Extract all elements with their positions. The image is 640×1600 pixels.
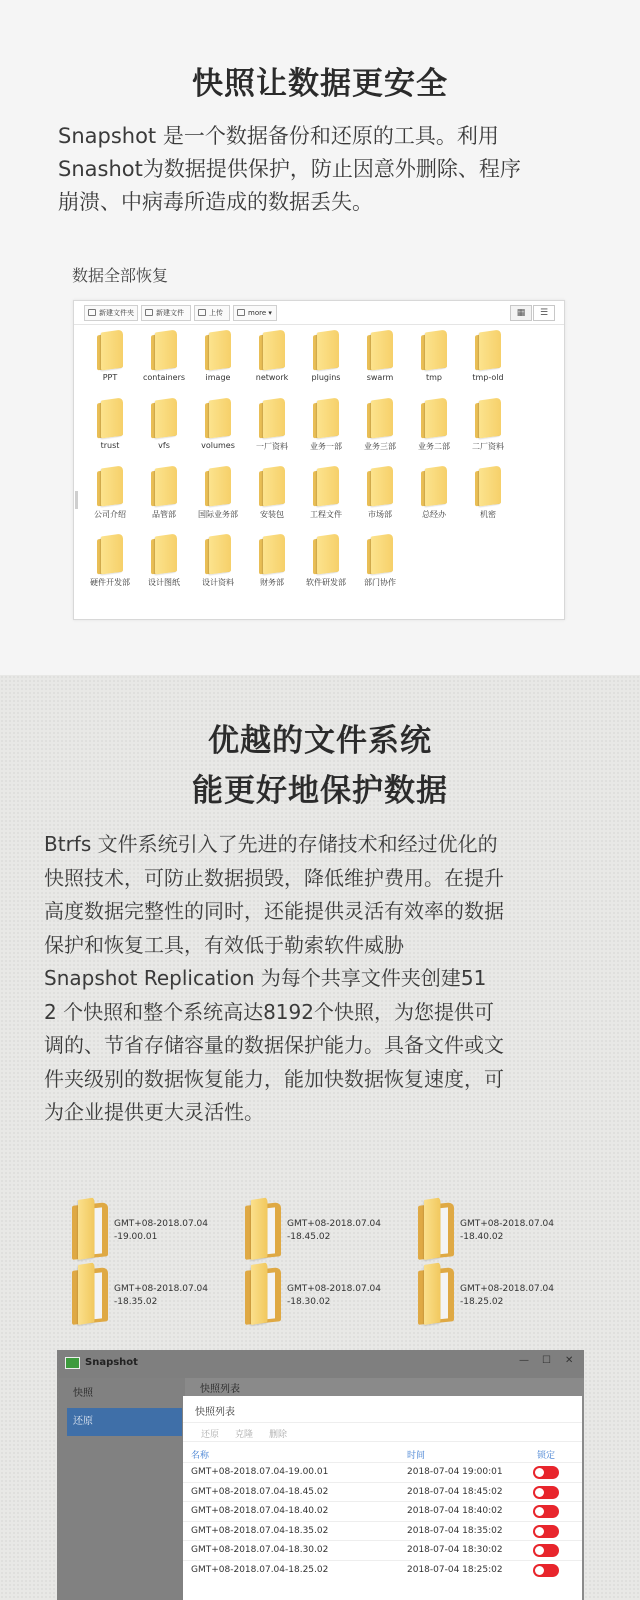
folder-label: volumes <box>201 441 235 450</box>
intro-section <box>0 0 640 675</box>
folder-icon <box>205 535 231 573</box>
folder-item[interactable] <box>136 467 192 520</box>
folder-label: PPT <box>102 373 118 382</box>
maximize-icon[interactable]: ☐ <box>542 1355 551 1366</box>
snapshot-folder-item[interactable] <box>245 1200 415 1262</box>
restore-button[interactable]: 还原 <box>201 1430 220 1440</box>
folder-label: 业务三部 <box>364 442 396 451</box>
lock-toggle[interactable] <box>533 1525 559 1538</box>
folder-icon <box>259 331 285 369</box>
folder-item[interactable] <box>190 467 246 520</box>
para-line: Snapshot 是一个数据备份和还原的工具。利用 <box>58 124 499 148</box>
folder-icon <box>151 467 177 505</box>
folder-item[interactable] <box>298 467 354 520</box>
snapshot-time: 2018-07-04 18:40:02 <box>407 1506 503 1516</box>
file-explorer <box>73 300 565 620</box>
snapshot-label: GMT+08-2018.07.04 -18.30.02 <box>287 1284 382 1307</box>
app-logo-icon <box>65 1357 80 1369</box>
app-title: Snapshot <box>85 1357 138 1368</box>
folder-icon <box>313 467 339 505</box>
para-line: Snapshot Replication 为每个共享文件夹创建51 <box>44 966 487 990</box>
folder-item[interactable] <box>406 399 462 452</box>
folder-item[interactable] <box>244 331 300 382</box>
snapshot-list-panel <box>183 1396 582 1600</box>
folder-item[interactable] <box>244 535 300 588</box>
folder-icon <box>88 309 96 316</box>
snapshot-name: GMT+08-2018.07.04-18.25.02 <box>191 1564 329 1575</box>
table-row[interactable] <box>183 1462 582 1481</box>
folder-icon <box>97 535 123 573</box>
snapshot-name: GMT+08-2018.07.04-18.40.02 <box>191 1506 329 1516</box>
clone-button[interactable]: 克隆 <box>235 1430 254 1440</box>
snapshot-name: GMT+08-2018.07.04-19.00.01 <box>191 1467 329 1477</box>
folder-icon <box>421 467 447 505</box>
section-title: 快照让数据更安全 <box>192 66 448 102</box>
folder-icon <box>259 467 285 505</box>
snapshot-name: GMT+08-2018.07.04-18.30.02 <box>191 1545 329 1555</box>
lock-toggle[interactable] <box>533 1486 559 1499</box>
folder-item[interactable] <box>352 535 408 588</box>
folder-icon <box>97 467 123 505</box>
folder-icon <box>313 331 339 369</box>
panel-title: 快照列表 <box>195 1407 235 1418</box>
folder-label: 软件研发部 <box>306 578 346 587</box>
folder-item[interactable] <box>244 467 300 520</box>
snapshot-label: GMT+08-2018.07.04 -18.45.02 <box>287 1219 382 1242</box>
table-row[interactable] <box>183 1501 582 1520</box>
folder-item[interactable] <box>352 399 408 452</box>
grid-view-icon[interactable]: ▦ <box>510 305 532 321</box>
folder-icon <box>421 331 447 369</box>
folder-icon <box>151 535 177 573</box>
para-line: 调的、节省存储容量的数据保护能力。具备文件或文 <box>44 1033 504 1057</box>
folder-label: tmp <box>425 373 442 382</box>
folder-label: 一厂资料 <box>256 442 288 451</box>
caption: 数据全部恢复 <box>72 266 169 285</box>
folder-icon <box>72 1265 110 1325</box>
folder-icon <box>475 331 501 369</box>
section-title-line-1: 优越的文件系统 <box>208 723 432 759</box>
folder-item[interactable] <box>190 331 246 382</box>
para-line: 高度数据完整性的同时，还能提供灵活有效率的数据 <box>44 899 504 923</box>
folder-label: 公司介绍 <box>94 510 126 519</box>
scrollbar[interactable] <box>75 491 78 509</box>
snapshot-label: GMT+08-2018.07.04 -18.40.02 <box>460 1219 555 1242</box>
folder-icon <box>205 399 231 437</box>
list-view-icon[interactable]: ☰ <box>533 305 555 321</box>
folder-label: 总经办 <box>422 510 446 519</box>
table-row[interactable] <box>183 1482 582 1501</box>
more-button[interactable]: more ▾ <box>233 305 277 321</box>
folder-label: 硬件开发部 <box>90 578 130 587</box>
lock-toggle[interactable] <box>533 1564 559 1577</box>
folder-label: 市场部 <box>368 510 392 519</box>
table-row[interactable] <box>183 1521 582 1540</box>
snapshot-time: 2018-07-04 18:30:02 <box>407 1545 503 1555</box>
folder-item[interactable] <box>190 535 246 588</box>
folder-icon <box>313 535 339 573</box>
para-line: 件夹级别的数据恢复能力，能加快数据恢复速度，可 <box>44 1066 504 1091</box>
folder-icon <box>367 399 393 437</box>
snapshot-folder-item[interactable] <box>418 1200 588 1262</box>
folder-item[interactable] <box>460 467 516 520</box>
folder-icon <box>313 399 339 437</box>
folder-label: swarm <box>366 373 394 382</box>
para-line: 为企业提供更大灵活性。 <box>44 1100 264 1124</box>
snapshot-name: GMT+08-2018.07.04-18.35.02 <box>191 1525 329 1536</box>
column-header-time[interactable]: 时间 <box>407 1451 426 1461</box>
folder-label: plugins <box>311 373 341 382</box>
table-row[interactable] <box>183 1560 582 1579</box>
new-file-button[interactable]: 新建文件 <box>141 305 191 321</box>
snapshot-folder-item[interactable] <box>72 1265 242 1327</box>
folder-item[interactable] <box>244 399 300 452</box>
folder-item[interactable] <box>82 399 138 450</box>
folder-icon <box>205 331 231 369</box>
lock-toggle[interactable] <box>533 1544 559 1557</box>
folder-label: 部门协作 <box>364 578 396 587</box>
folder-item[interactable] <box>406 331 462 382</box>
folder-item[interactable] <box>460 331 516 382</box>
folder-label: containers <box>142 373 186 382</box>
folder-label: 业务二部 <box>418 442 450 451</box>
folder-item[interactable] <box>82 535 138 588</box>
folder-label: vfs <box>158 441 170 450</box>
snapshot-name: GMT+08-2018.07.04-18.45.02 <box>191 1486 329 1497</box>
snapshot-folder-item[interactable] <box>72 1200 242 1262</box>
column-header-lock[interactable]: 锁定 <box>537 1451 556 1461</box>
minimize-icon[interactable]: — <box>519 1355 529 1366</box>
folder-icon <box>475 467 501 505</box>
folder-icon <box>421 399 447 437</box>
upload-button[interactable]: 上传 <box>194 305 230 321</box>
folder-icon <box>151 399 177 437</box>
folder-label: 安装包 <box>260 510 284 519</box>
para-line: Snashot为数据提供保护，防止因意外删除、程序 <box>58 157 521 181</box>
snapshot-folder-item[interactable] <box>245 1265 415 1327</box>
sidebar <box>57 1378 185 1600</box>
folder-icon <box>367 467 393 505</box>
explorer-toolbar <box>74 301 564 325</box>
folder-item[interactable] <box>298 399 354 452</box>
intro-paragraph <box>58 120 521 219</box>
folder-icon <box>245 1200 283 1260</box>
snapshot-time: 2018-07-04 18:25:02 <box>407 1564 503 1575</box>
folder-icon <box>418 1265 456 1325</box>
folder-item[interactable] <box>406 467 462 520</box>
folder-label: 设计图纸 <box>148 578 180 587</box>
snapshot-label: GMT+08-2018.07.04 -18.25.02 <box>460 1284 555 1307</box>
folder-label: network <box>255 373 289 382</box>
para-line: 崩溃、中病毒所造成的数据丢失。 <box>58 190 373 214</box>
btrfs-paragraph <box>44 828 504 1130</box>
table-row[interactable] <box>183 1540 582 1559</box>
folder-icon <box>245 1265 283 1325</box>
sidebar-item-snapshot[interactable]: 快照 <box>73 1388 93 1399</box>
title-bar <box>57 1350 584 1378</box>
action-bar <box>183 1422 582 1442</box>
folder-icon <box>97 399 123 437</box>
folder-item[interactable] <box>136 535 192 588</box>
folder-icon <box>205 467 231 505</box>
snapshot-time: 2018-07-04 19:00:01 <box>407 1467 503 1477</box>
folder-item[interactable] <box>352 331 408 382</box>
folder-icon <box>151 331 177 369</box>
folder-label: trust <box>100 441 120 450</box>
snapshot-folder-item[interactable] <box>418 1265 588 1327</box>
folder-icon <box>475 399 501 437</box>
folder-item[interactable] <box>298 331 354 382</box>
lock-toggle[interactable] <box>533 1466 559 1479</box>
column-header-name[interactable]: 名称 <box>191 1451 210 1461</box>
folder-icon <box>97 331 123 369</box>
snapshot-label: GMT+08-2018.07.04 -18.35.02 <box>114 1284 209 1307</box>
folder-item[interactable] <box>136 331 192 382</box>
folder-label: 品管部 <box>152 510 176 519</box>
folder-item[interactable] <box>190 399 246 450</box>
folder-icon <box>367 535 393 573</box>
file-icon <box>145 309 153 316</box>
snapshot-time: 2018-07-04 18:45:02 <box>407 1486 503 1497</box>
para-line: 2 个快照和整个系统高达8192个快照，为您提供可 <box>44 999 494 1024</box>
folder-icon <box>259 535 285 573</box>
lock-toggle[interactable] <box>533 1505 559 1518</box>
snapshot-app-window <box>57 1350 584 1600</box>
cloud-upload-icon <box>198 309 206 316</box>
folder-label: tmp-old <box>472 373 504 382</box>
para-line: Btrfs 文件系统引入了先进的存储技术和经过优化的 <box>44 832 498 856</box>
folder-icon <box>259 399 285 437</box>
folder-item[interactable] <box>82 467 138 520</box>
folder-item[interactable] <box>136 399 192 450</box>
folder-item[interactable] <box>298 535 354 588</box>
main-header: 快照列表 <box>200 1384 240 1395</box>
section-title-line-2: 能更好地保护数据 <box>192 773 448 809</box>
folder-label: 业务一部 <box>310 442 342 451</box>
folder-item[interactable] <box>460 399 516 452</box>
snapshot-label: GMT+08-2018.07.04 -19.00.01 <box>114 1219 209 1242</box>
folder-label: 二厂资料 <box>472 442 504 451</box>
folder-icon <box>418 1200 456 1260</box>
sidebar-item-restore[interactable]: 还原 <box>67 1408 182 1436</box>
close-icon[interactable]: ✕ <box>565 1355 574 1366</box>
folder-label: 财务部 <box>260 578 284 587</box>
menu-icon <box>237 309 245 316</box>
new-folder-button[interactable]: 新建文件夹 <box>84 305 138 321</box>
folder-icon <box>72 1200 110 1260</box>
snapshot-time: 2018-07-04 18:35:02 <box>407 1525 503 1536</box>
para-line: 快照技术，可防止数据损毁，降低维护费用。在提升 <box>44 865 504 890</box>
folder-label: 国际业务部 <box>198 510 238 519</box>
folder-item[interactable] <box>352 467 408 520</box>
folder-label: 工程文件 <box>310 510 342 519</box>
folder-label: 机密 <box>480 510 496 519</box>
para-line: 保护和恢复工具，有效低于勒索软件威胁 <box>44 932 404 957</box>
delete-button[interactable]: 删除 <box>269 1430 288 1440</box>
folder-icon <box>367 331 393 369</box>
folder-label: 设计资料 <box>202 578 234 587</box>
folder-item[interactable] <box>82 331 138 382</box>
folder-label: image <box>205 373 231 382</box>
